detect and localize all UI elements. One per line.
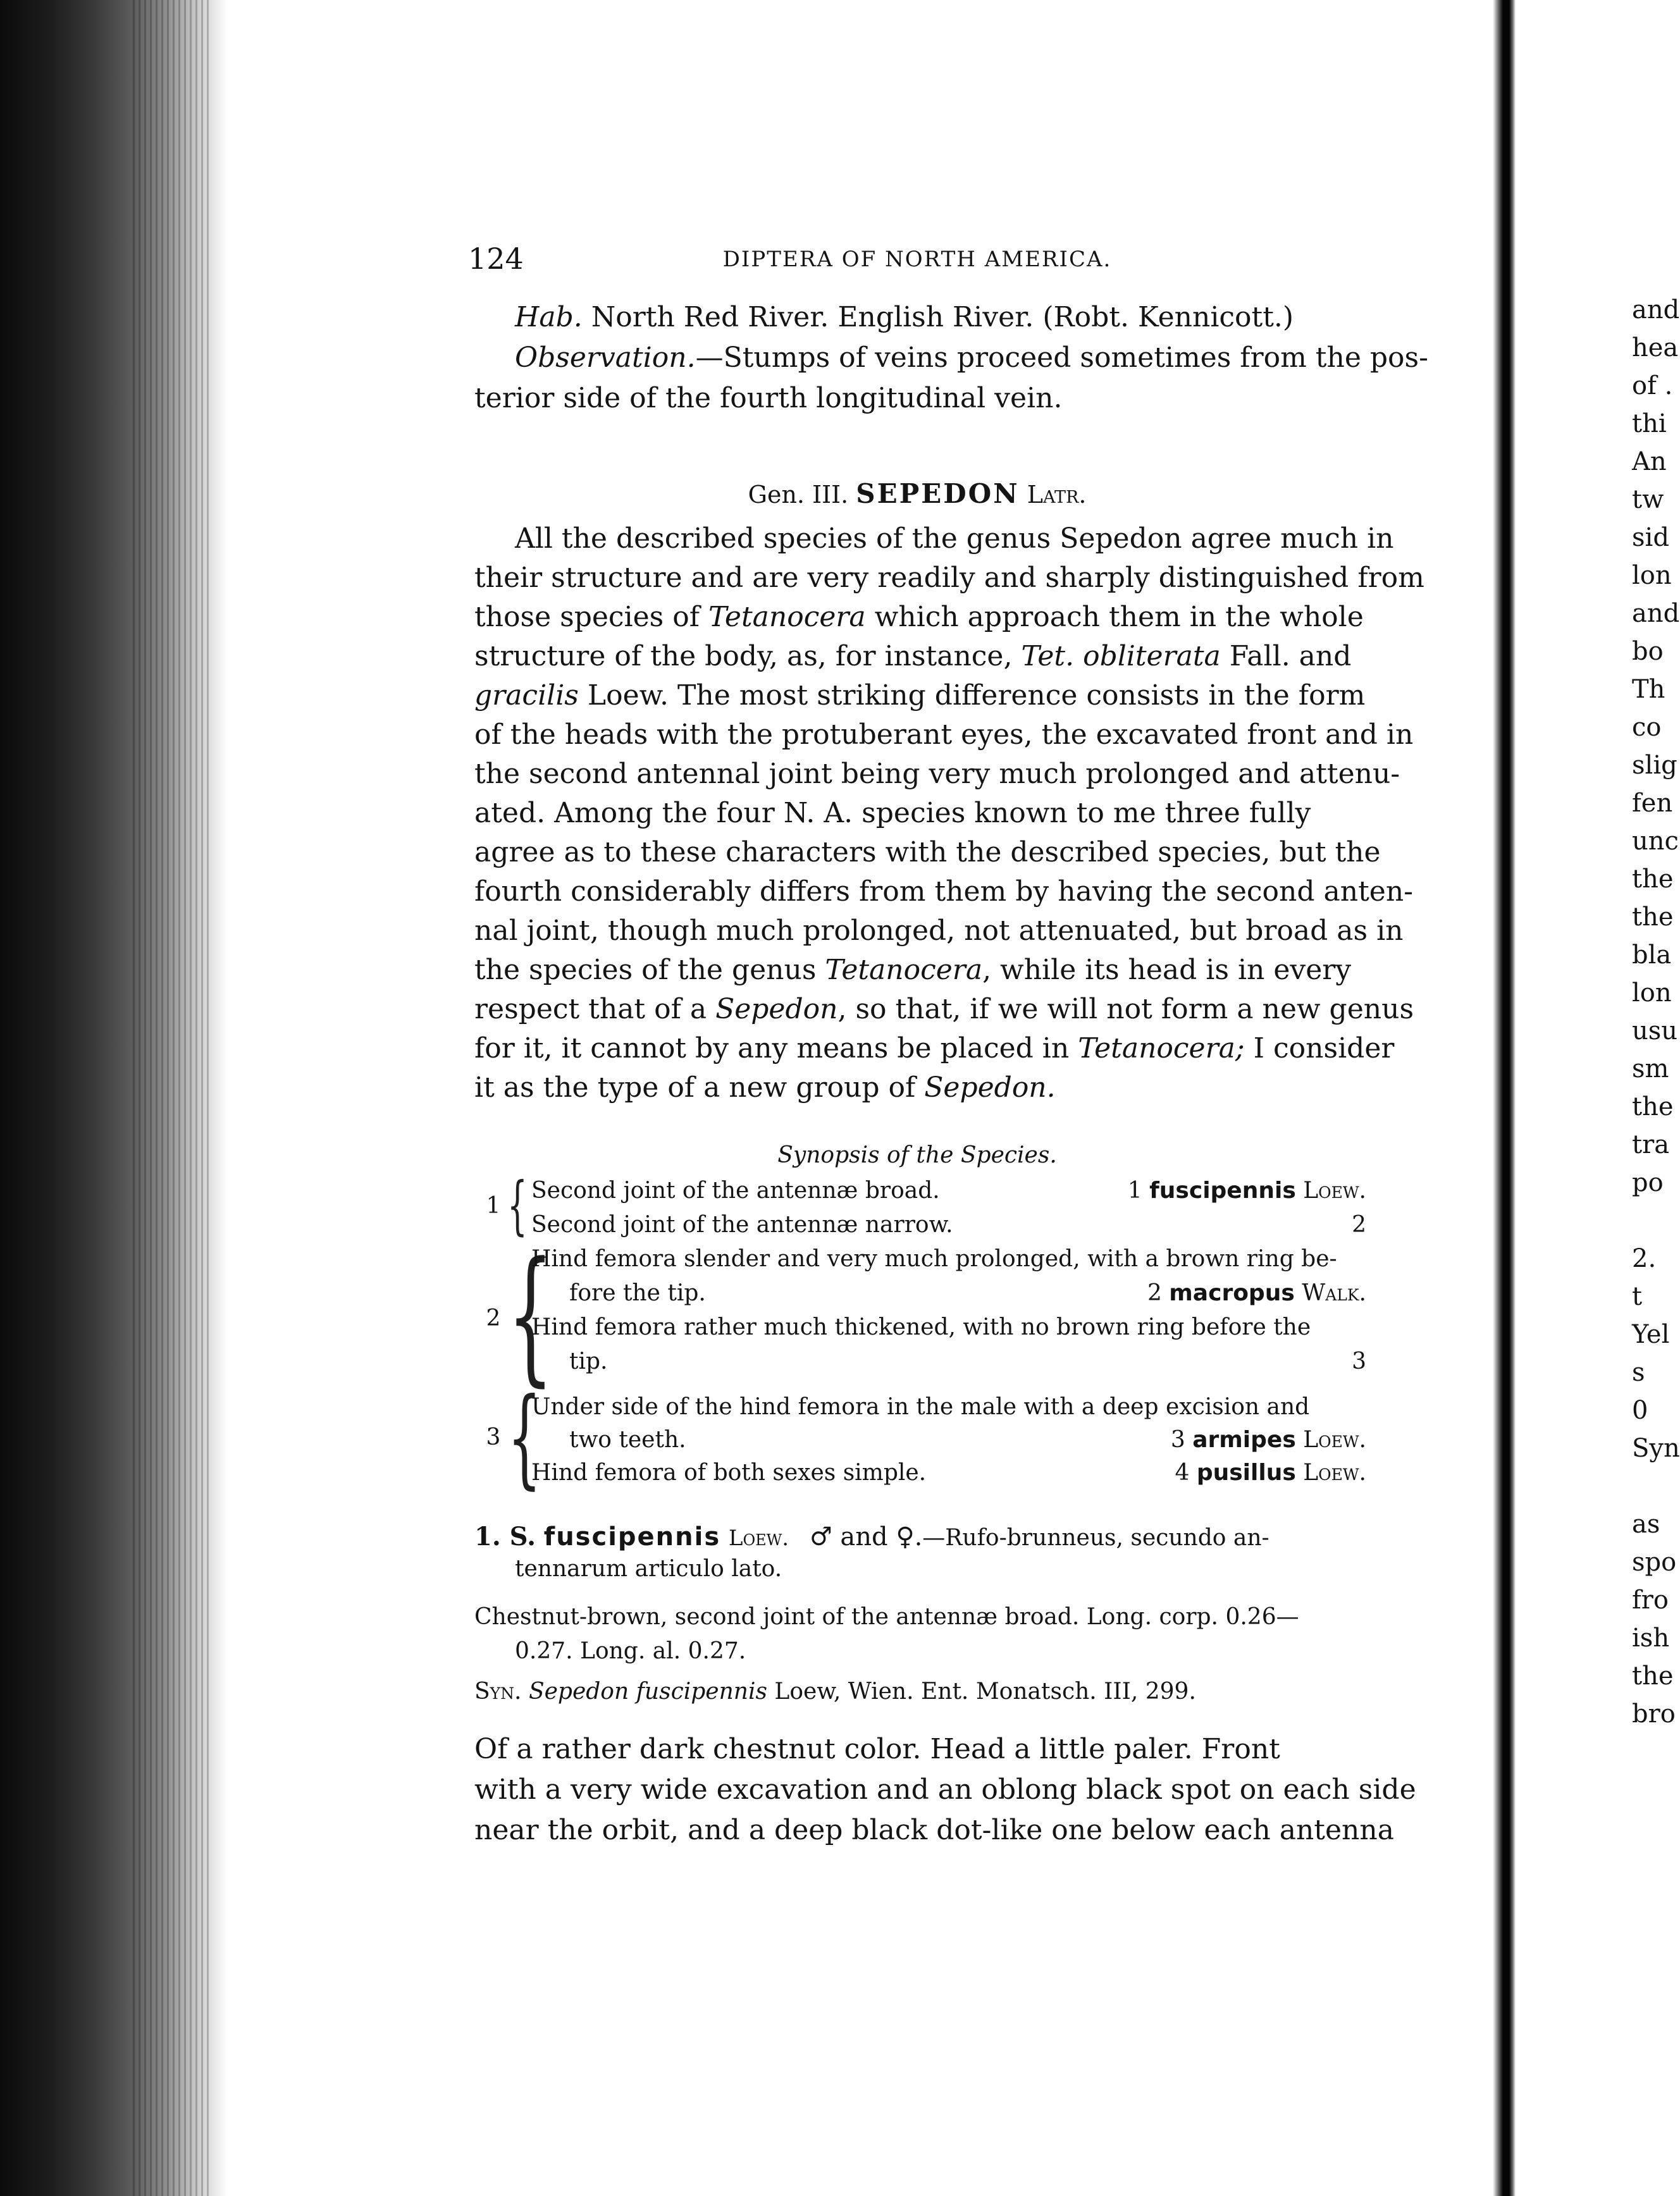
facing-page-fragment <box>1632 1202 1675 1240</box>
intro-text: structure of the body, as, for instance, <box>474 640 1022 672</box>
intro-text: Loew. The most striking difference consists in the form <box>578 679 1366 712</box>
intro-text: , so that, if we will not form a new genus <box>837 993 1414 1025</box>
running-title: DIPTERA OF NORTH AMERICA. <box>722 247 1112 272</box>
observation-label: Observation. <box>515 342 696 374</box>
facing-page-fragment: sid <box>1632 523 1669 552</box>
habitat-label: Hab. <box>515 301 583 333</box>
intro-text: Fall. and <box>1220 640 1352 672</box>
facing-page-fragment: hea <box>1632 333 1679 362</box>
facing-page-fragment: tw <box>1632 485 1664 514</box>
facing-page-fragment: tra <box>1632 1130 1670 1159</box>
facing-page-fragment: and <box>1632 295 1680 324</box>
facing-page-fragment: fen <box>1632 789 1673 818</box>
species-ref <box>1171 1427 1366 1453</box>
intro-text: for it, it cannot by any means be placed in <box>474 1032 1078 1064</box>
brace-icon: { <box>507 1375 542 1500</box>
intro-line: fourth considerably differs from them by having the second anten- <box>474 875 1414 908</box>
genus-author: Latr. <box>1027 481 1087 509</box>
facing-page-fragment: co <box>1632 713 1662 742</box>
facing-page-fragment: lon <box>1632 978 1672 1008</box>
facing-page-fragment: bla <box>1632 941 1672 970</box>
brace-icon: { <box>507 1168 528 1242</box>
intro-line: of the heads with the protuberant eyes, the excavated front and in <box>474 719 1414 751</box>
facing-page-fragment: bo <box>1632 637 1664 666</box>
couplet-lead: Second joint of the antennæ broad. <box>531 1178 940 1204</box>
facing-page-fragment: Yel <box>1632 1320 1670 1349</box>
couplet-lead-cont: two teeth. <box>569 1427 686 1453</box>
intro-line: their structure and are very readily and sharply distinguished from <box>474 562 1424 594</box>
syn-name: Sepedon fuscipennis <box>528 1679 767 1705</box>
synopsis-title: Synopsis of the Species. <box>777 1142 1057 1168</box>
species-title: fuscipennis <box>543 1522 721 1551</box>
genus-name: SEPEDON <box>856 478 1020 509</box>
english-diagnosis-cont: 0.27. Long. al. 0.27. <box>515 1638 746 1664</box>
syn-label: Syn. <box>474 1679 522 1705</box>
facing-page-fragment: An <box>1632 447 1667 476</box>
facing-page-fragment: s <box>1632 1358 1645 1387</box>
facing-page-fragment: ish <box>1632 1624 1670 1653</box>
description-line: with a very wide excavation and an oblong black spot on each side <box>474 1773 1416 1806</box>
facing-page-fragment: sm <box>1632 1054 1669 1083</box>
species-num: 2 <box>1147 1280 1162 1306</box>
intro-text: respect that of a <box>474 993 716 1025</box>
observation-text-1: —Stumps of veins proceed sometimes from the pos- <box>695 342 1428 374</box>
genus-prefix: Gen. III. <box>748 481 849 509</box>
facing-page-fragment: usu <box>1632 1016 1678 1046</box>
sex-symbols: ♂ and ♀. <box>809 1522 923 1551</box>
species-name: macropus <box>1169 1280 1295 1306</box>
facing-page-fragment: bro <box>1632 1699 1676 1729</box>
intro-line <box>474 601 1364 633</box>
facing-page-fragment: as <box>1632 1510 1660 1539</box>
couplet-lead: Under side of the hind femora in the male with a deep excision and <box>531 1394 1310 1420</box>
facing-page-fragment: of . <box>1632 371 1673 400</box>
intro-line <box>474 954 1351 986</box>
intro-line <box>474 1071 1056 1104</box>
intro-italic: gracilis <box>474 679 579 712</box>
intro-italic: Tetanocera <box>708 601 866 633</box>
couplet-ref: 2 <box>1352 1212 1366 1238</box>
species-ref <box>1147 1280 1366 1306</box>
observation-line-2: terior side of the fourth longitudinal vein. <box>474 382 1063 414</box>
page-gutter <box>1493 0 1516 2196</box>
species-name: armipes <box>1192 1427 1296 1453</box>
intro-italic: Tet. obliterata <box>1021 640 1221 672</box>
facing-page-fragment: 2. <box>1632 1244 1657 1273</box>
couplet-number: 1 <box>486 1193 501 1219</box>
intro-italic: Sepedon <box>715 993 838 1025</box>
species-num: 1 <box>1127 1178 1142 1204</box>
couplet-lead: Hind femora slender and very much prolonged, with a brown ring be- <box>531 1246 1337 1272</box>
observation-line-1 <box>515 342 1428 374</box>
species-ref <box>1128 1178 1366 1204</box>
intro-text: those species of <box>474 601 708 633</box>
species-name: fuscipennis <box>1149 1178 1296 1204</box>
facing-page-fragment: the <box>1632 903 1674 932</box>
facing-page-fragment: unc <box>1632 827 1679 856</box>
couplet-lead-cont: fore the tip. <box>569 1280 706 1306</box>
intro-line: agree as to these characters with the described species, but the <box>474 836 1381 868</box>
intro-text: I consider <box>1244 1032 1395 1064</box>
intro-line <box>474 679 1365 712</box>
facing-page-text <box>1632 291 1680 1733</box>
species-author: Loew. <box>1303 1460 1366 1486</box>
couplet-ref: 3 <box>1352 1348 1366 1374</box>
facing-page-fragment: Syn <box>1632 1434 1680 1463</box>
species-num: 4 <box>1175 1460 1190 1486</box>
couplet-lead: Hind femora rather much thickened, with no brown ring before the <box>531 1314 1311 1340</box>
facing-page-fragment: Th <box>1632 675 1665 704</box>
facing-page-fragment: 0 <box>1632 1396 1648 1425</box>
species-title-author: Loew. <box>728 1526 789 1551</box>
species-name: pusillus <box>1196 1460 1296 1486</box>
intro-line <box>474 1032 1394 1064</box>
intro-line: the second antennal joint being very much prolonged and attenu- <box>474 758 1400 790</box>
species-author: Walk. <box>1302 1280 1366 1306</box>
intro-line <box>474 993 1414 1025</box>
facing-page-fragment: the <box>1632 1662 1674 1691</box>
synonymy <box>474 1679 1196 1705</box>
habitat-text: North Red River. English River. (Robt. Kennicott.) <box>591 301 1294 333</box>
intro-text: it as the type of a new group of <box>474 1071 925 1104</box>
english-diagnosis: Chestnut-brown, second joint of the antennæ broad. Long. corp. 0.26— <box>474 1604 1299 1630</box>
intro-line: nal joint, though much prolonged, not attenuated, but broad as in <box>474 915 1404 947</box>
intro-italic: Tetanocera; <box>1078 1032 1245 1064</box>
species-ref <box>1175 1460 1366 1486</box>
habitat-line <box>515 301 1294 333</box>
facing-page-fragment: spo <box>1632 1548 1677 1577</box>
intro-line: All the described species of the genus Sepedon agree much in <box>515 522 1394 555</box>
description-line: near the orbit, and a deep black dot-like one below each antenna <box>474 1814 1394 1846</box>
intro-text: which approach them in the whole <box>865 601 1364 633</box>
species-author: Loew. <box>1303 1178 1366 1204</box>
facing-page-fragment <box>1632 1467 1675 1505</box>
intro-italic: Sepedon. <box>924 1071 1056 1104</box>
species-num: 3 <box>1170 1427 1185 1453</box>
facing-page-fragment: t <box>1632 1282 1643 1311</box>
brace-icon: { <box>507 1231 554 1400</box>
intro-text: the species of the genus <box>474 954 825 986</box>
facing-page-fragment: the <box>1632 865 1674 894</box>
facing-page-fragment: and <box>1632 599 1680 628</box>
facing-page-fragment: thi <box>1632 409 1667 438</box>
latin-diagnosis-cont: tennarum articulo lato. <box>515 1556 782 1582</box>
couplet-number: 2 <box>486 1305 501 1331</box>
description-line: Of a rather dark chestnut color. Head a little paler. Front <box>474 1733 1280 1765</box>
couplet-lead: Hind femora of both sexes simple. <box>531 1460 927 1486</box>
latin-diagnosis: —Rufo-brunneus, secundo an- <box>922 1525 1269 1551</box>
facing-page-fragment: lon <box>1632 561 1672 590</box>
couplet-lead-cont: tip. <box>569 1348 608 1374</box>
couplet-number: 3 <box>486 1424 501 1450</box>
intro-line: ated. Among the four N. A. species known to me three fully <box>474 797 1311 829</box>
species-number: 1. S. <box>474 1522 536 1551</box>
syn-ref: Loew, Wien. Ent. Monatsch. III, 299. <box>767 1679 1196 1705</box>
page-number: 124 <box>468 242 524 276</box>
intro-text: , while its head is in every <box>982 954 1352 986</box>
genus-heading <box>468 478 1366 509</box>
facing-page-fragment: slig <box>1632 751 1677 780</box>
intro-line <box>474 640 1351 672</box>
facing-page-fragment: the <box>1632 1092 1674 1121</box>
intro-italic: Tetanocera <box>825 954 983 986</box>
facing-page-fragment: po <box>1632 1168 1664 1197</box>
book-spine-shadow <box>0 0 228 2196</box>
facing-page-fragment: fro <box>1632 1586 1669 1615</box>
species-heading <box>474 1522 1269 1551</box>
species-author: Loew. <box>1303 1427 1366 1453</box>
couplet-lead: Second joint of the antennæ narrow. <box>531 1212 953 1238</box>
